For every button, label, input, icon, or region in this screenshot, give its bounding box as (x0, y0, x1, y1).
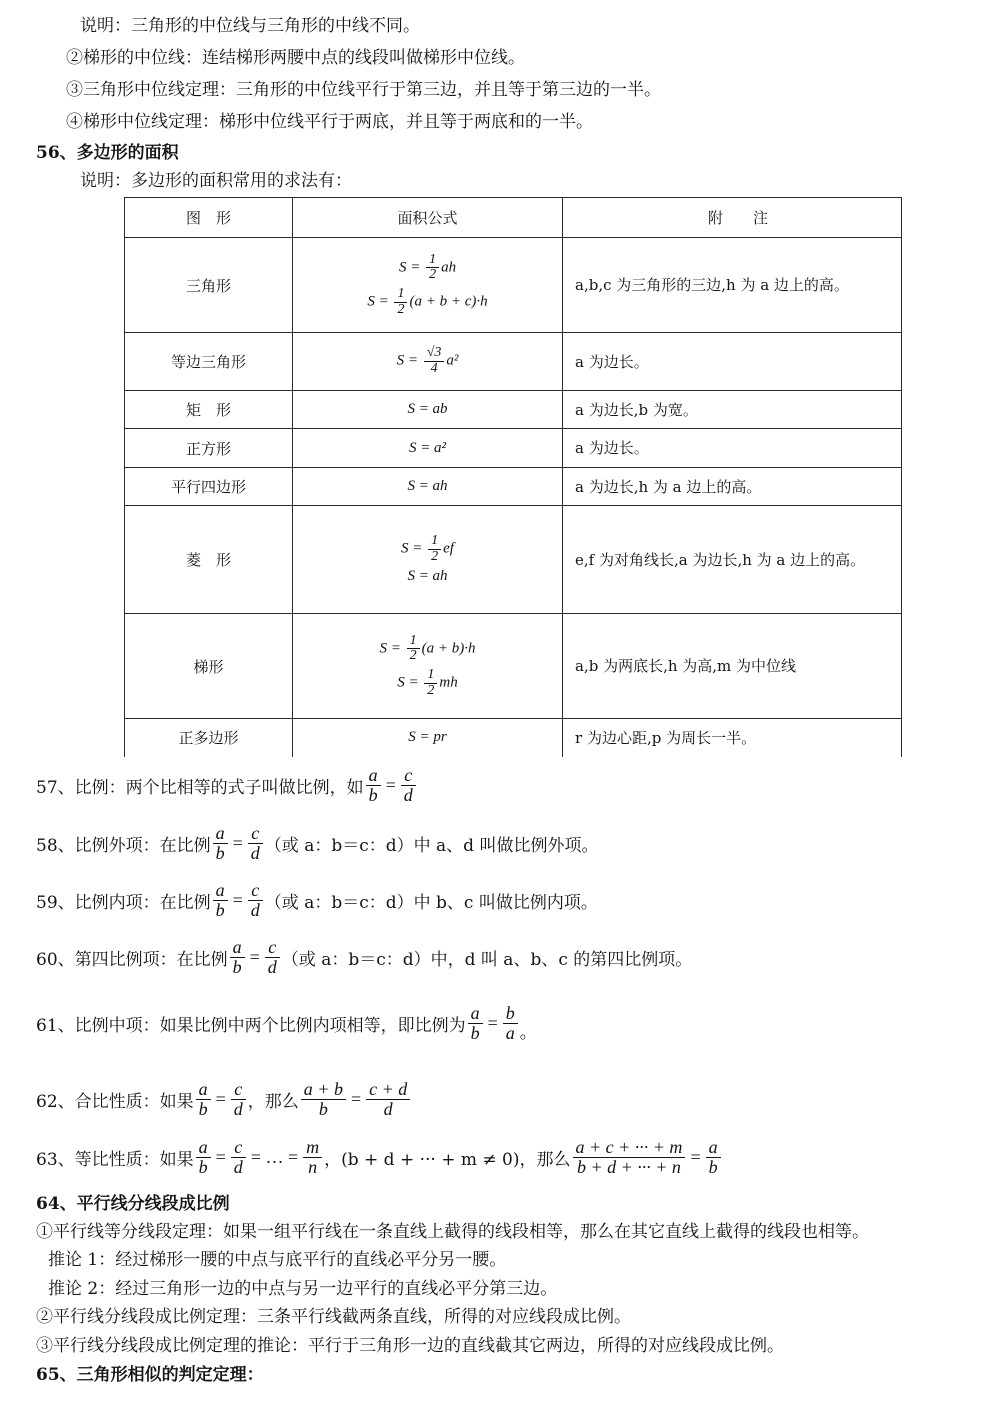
note-midline-difference: 说明：三角形的中位线与三角形的中线不同。 (80, 16, 420, 36)
note-cell: r 为边心距,p 为周长一半。 (563, 719, 902, 757)
item-62: 62、合比性质：如果 $\frac{a}{b}$ = $\frac{c}{d}$ ，那么 $\frac{a + b}{b}$ = $\frac{c + d}{d}$ (36, 1080, 412, 1119)
note-cell: a 为边长。 (563, 333, 902, 391)
item-60: 60、第四比例项：在比例 $\frac{a}{b}$ = $\frac{c}{d}$ （或 a：b＝c：d）中，d 叫 a、b、c 的第四比例项。 (36, 937, 693, 977)
table-row (125, 429, 902, 468)
formula-cell: S = ab (293, 391, 563, 429)
formula-cell: S = a² (293, 429, 563, 468)
item-57: 57、比例：两个比相等的式子叫做比例，如 $\frac{a}{b}$ = $\frac{c}{d}$ (36, 766, 418, 805)
corollary-2: 推论 2：经过三角形一边的中点与另一边平行的直线必平分第三边。 (48, 1279, 558, 1299)
note-cell: a 为边长,h 为 a 边上的高。 (563, 468, 902, 506)
note-cell: a 为边长,b 为宽。 (563, 391, 902, 429)
item-63: 63、等比性质：如果 $\frac{a}{b}$ = $\frac{c}{d}$ = … = $\frac{m}{n}$ ，(b + d + ··· + m ≠ 0)，那么 $\frac{a + c + \cdot\cdot\cdot + m}{b + d + \cdot\cdot\cdot + n}$ = $\frac{a}{b}$ (36, 1138, 723, 1177)
formula-cell: S = $\frac{1}{2}$ ef S = ah (293, 506, 563, 614)
formula-cell: S = pr (293, 719, 563, 757)
table-row (125, 719, 902, 757)
formula-cell: S = $\frac{1}{2}$ ah S = $\frac{1}{2}$ (a + b + c)·h (293, 238, 563, 333)
trapezoid-midline-definition: ②梯形的中位线：连结梯形两腰中点的线段叫做梯形中位线。 (66, 48, 525, 68)
table-header-row (125, 198, 902, 238)
parallel-proportional-theorem: ②平行线分线段成比例定理：三条平行线截两条直线，所得的对应线段成比例。 (36, 1307, 631, 1327)
formula-cell: S = $\frac{1}{2}$ (a + b)·h S = $\frac{1}{2}$ mh (293, 614, 563, 719)
triangle-midline-theorem: ③三角形中位线定理：三角形的中位线平行于第三边，并且等于第三边的一半。 (66, 80, 661, 100)
shape-cell: 菱 形 (125, 506, 293, 614)
note-cell: a 为边长。 (563, 429, 902, 468)
shape-cell: 正方形 (125, 429, 293, 468)
item-61: 61、比例中项：如果比例中两个比例内项相等，即比例为 $\frac{a}{b}$ = $\frac{b}{a}$ 。 (36, 1003, 537, 1043)
parallel-equal-segments-theorem: ①平行线等分线段定理：如果一组平行线在一条直线上截得的线段相等，那么在其它直线上截得的线段也相等。 (36, 1222, 869, 1242)
table-row (125, 333, 902, 391)
shape-cell: 平行四边形 (125, 468, 293, 506)
item-59: 59、比例内项：在比例 $\frac{a}{b}$ = $\frac{c}{d}$ （或 a：b＝c：d）中 b、c 叫做比例内项。 (36, 880, 598, 920)
header-note: 附 注 (563, 198, 902, 238)
section-56-desc: 说明：多边形的面积常用的求法有： (80, 171, 352, 191)
table-row (125, 614, 902, 719)
shape-cell: 三角形 (125, 238, 293, 333)
trapezoid-midline-theorem: ④梯形中位线定理：梯形中位线平行于两底，并且等于两底和的一半。 (66, 112, 593, 132)
formula-cell: S = $\frac{√3}{4}$ a² (293, 333, 563, 391)
shape-cell: 矩 形 (125, 391, 293, 429)
parallel-proportional-corollary: ③平行线分线段成比例定理的推论：平行于三角形一边的直线截其它两边，所得的对应线段成比例。 (36, 1336, 784, 1356)
table-row (125, 391, 902, 429)
shape-cell: 等边三角形 (125, 333, 293, 391)
note-cell: a,b,c 为三角形的三边,h 为 a 边上的高。 (563, 238, 902, 333)
formula-cell: S = ah (293, 468, 563, 506)
note-cell: a,b 为两底长,h 为高,m 为中位线 (563, 614, 902, 719)
polygon-area-table (124, 197, 902, 757)
item-58: 58、比例外项：在比例 $\frac{a}{b}$ = $\frac{c}{d}$ （或 a：b＝c：d）中 a、d 叫做比例外项。 (36, 823, 599, 863)
corollary-1: 推论 1：经过梯形一腰的中点与底平行的直线必平分另一腰。 (48, 1250, 507, 1270)
note-cell: e,f 为对角线长,a 为边长,h 为 a 边上的高。 (563, 506, 902, 614)
shape-cell: 梯形 (125, 614, 293, 719)
section-56-title: 56、多边形的面积 (36, 143, 179, 163)
table-row (125, 238, 902, 333)
shape-cell: 正多边形 (125, 719, 293, 757)
section-64-title: 64、平行线分线段成比例 (36, 1194, 230, 1214)
header-shape: 图 形 (125, 198, 293, 238)
section-65-title: 65、三角形相似的判定定理： (36, 1365, 264, 1385)
header-formula: 面积公式 (293, 198, 563, 238)
table-row (125, 468, 902, 506)
table-row (125, 506, 902, 614)
